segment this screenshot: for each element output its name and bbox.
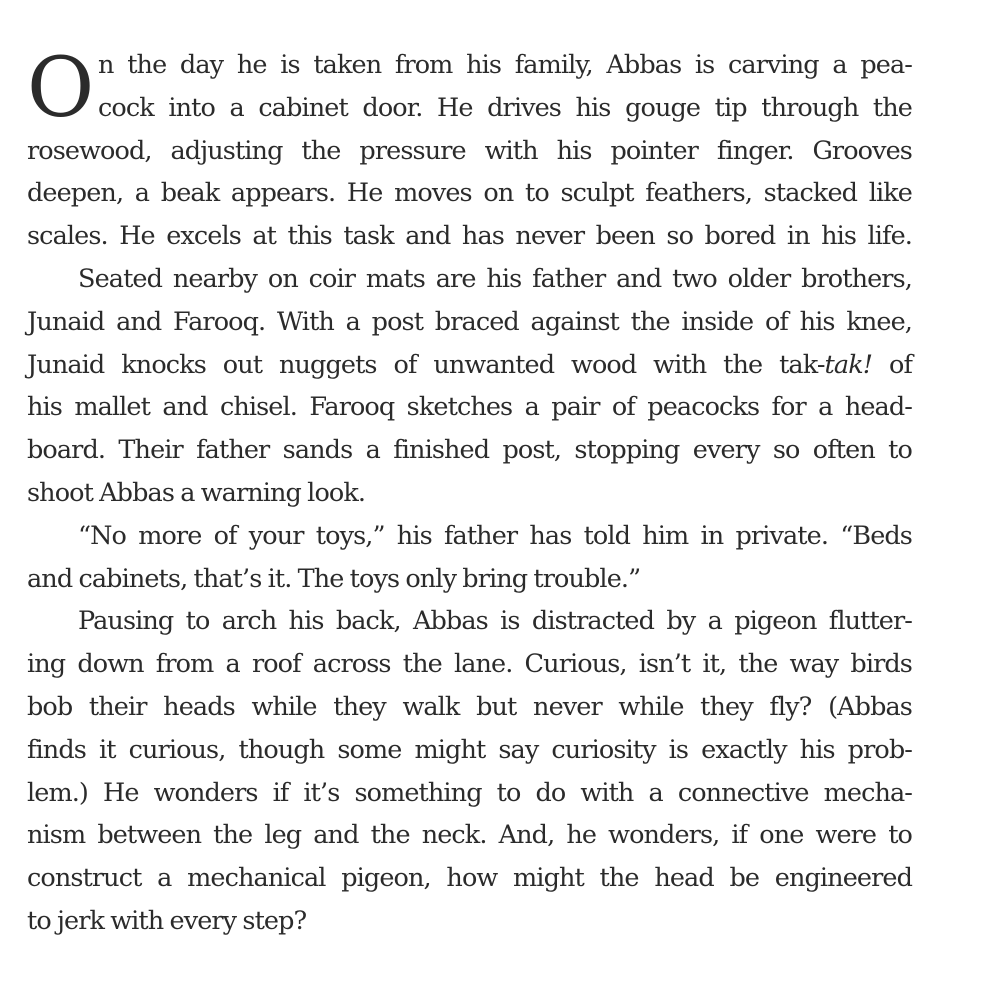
line-text: “No more of your toys,” his father has told him in private. “Beds bbox=[78, 520, 912, 551]
line-text: Junaid and Farooq. With a post braced against the inside of his knee, bbox=[27, 306, 912, 337]
line-text: and cabinets, that’s it. The toys only bring trouble.” bbox=[27, 563, 641, 594]
line-text: construct a mechanical pigeon, how might the head be engineered bbox=[27, 863, 912, 894]
line-text: ing down from a roof across the lane. Curious, isn’t it, the way birds bbox=[27, 649, 912, 680]
paragraph-3 bbox=[27, 515, 912, 601]
line-text: Pausing to arch his back, Abbas is distracted by a pigeon flutter- bbox=[78, 606, 912, 637]
text-line bbox=[27, 344, 912, 387]
text-line bbox=[27, 130, 912, 173]
text-line bbox=[27, 472, 912, 515]
line-text: Junaid knocks out nuggets of unwanted wood with the tak- bbox=[27, 349, 825, 380]
line-text: of bbox=[872, 349, 912, 380]
text-line bbox=[27, 814, 912, 857]
line-text: rosewood, adjusting the pressure with his pointer finger. Grooves bbox=[27, 135, 912, 166]
paragraph-4 bbox=[27, 600, 912, 942]
text-page bbox=[27, 41, 912, 943]
line-text: bob their heads while they walk but never while they fly? (Abbas bbox=[27, 691, 912, 722]
text-line bbox=[27, 215, 912, 258]
line-text: deepen, a beak appears. He moves on to sculpt feathers, stacked like bbox=[27, 178, 912, 209]
text-line bbox=[27, 301, 912, 344]
text-line bbox=[27, 729, 912, 772]
line-text: board. Their father sands a finished post, stopping every so often to bbox=[27, 435, 912, 466]
text-line bbox=[27, 258, 912, 301]
line-text: nism between the leg and the neck. And, he wonders, if one were to bbox=[27, 820, 912, 851]
text-line bbox=[27, 857, 912, 900]
line-text: lem.) He wonders if it’s something to do with a connective mecha- bbox=[27, 777, 912, 808]
text-line bbox=[27, 386, 912, 429]
text-line bbox=[27, 87, 912, 130]
line-text: his mallet and chisel. Farooq sketches a pair of peacocks for a head- bbox=[27, 392, 912, 423]
line-text: to jerk with every step? bbox=[27, 905, 307, 936]
text-line bbox=[27, 172, 912, 215]
text-line bbox=[27, 643, 912, 686]
text-line bbox=[27, 686, 912, 729]
line-text: n the day he is taken from his family, Abbas is carving a pea- bbox=[98, 50, 912, 80]
text-line bbox=[27, 600, 912, 643]
paragraph-1 bbox=[27, 41, 912, 258]
line-text: finds it curious, though some might say curiosity is exactly his prob- bbox=[27, 734, 912, 765]
line-text: shoot Abbas a warning look. bbox=[27, 477, 366, 508]
text-line bbox=[27, 515, 912, 558]
line-text: Seated nearby on coir mats are his father and two older brothers, bbox=[78, 263, 912, 294]
line-text: cock into a cabinet door. He drives his gouge tip through the bbox=[98, 92, 912, 123]
italic-text: tak! bbox=[824, 349, 873, 380]
text-line bbox=[27, 900, 912, 943]
line-text: scales. He excels at this task and has never been so bored in his life. bbox=[27, 221, 912, 252]
text-line bbox=[27, 429, 912, 472]
paragraph-2 bbox=[27, 258, 912, 515]
text-line bbox=[27, 558, 912, 601]
drop-cap: O bbox=[27, 41, 95, 136]
text-line bbox=[27, 772, 912, 815]
